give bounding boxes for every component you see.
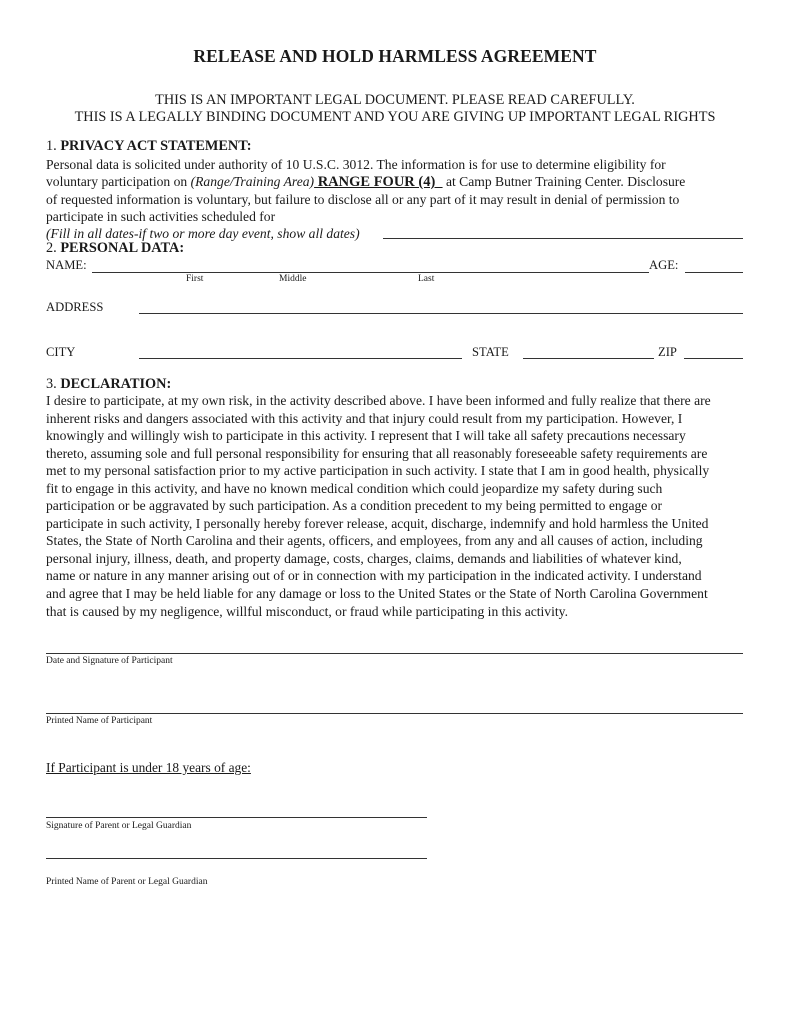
address-label: ADDRESS — [46, 300, 104, 314]
declaration-line: inherent risks and dangers associated with this activity and that injury could result from my participation. However, I — [46, 410, 683, 426]
guardian-printed-name-field[interactable] — [46, 858, 427, 859]
last-name-caption: Last — [418, 274, 435, 284]
subtitle-important: THIS IS AN IMPORTANT LEGAL DOCUMENT. PLEASE READ CAREFULLY. — [155, 92, 635, 108]
declaration-line: that is caused by my negligence, willful misconduct, or fraud while participating in this activity. — [46, 603, 568, 619]
personal-heading — [46, 240, 184, 258]
declaration-line: personal injury, illness, death, and property damage, costs, charges, claims, demands and liabilities of whatever kind, — [46, 550, 682, 566]
minor-heading: If Participant is under 18 years of age: — [46, 760, 251, 775]
participant-signature-label: Date and Signature of Participant — [46, 656, 173, 666]
personal-heading-text: PERSONAL DATA: — [60, 240, 185, 256]
range-field[interactable]: RANGE FOUR (4) — [314, 174, 443, 190]
declaration-line: knowingly and willingly wish to participate in this activity. I represent that I will take all safety precautions necessary — [46, 428, 686, 444]
declaration-line: participation or be aggravated by such participation. As a condition precedent to my being permitted to engage or — [46, 498, 663, 514]
privacy-line-2-pre: voluntary participation on — [46, 174, 191, 189]
age-field[interactable] — [685, 272, 743, 273]
declaration-line: fit to engage in this activity, and have no known medical condition which could jeopardize my safety during such — [46, 480, 663, 496]
declaration-line: and agree that I may be held liable for any damage or loss to the United States or the State of North Carolina Government — [46, 586, 708, 602]
declaration-line: I desire to participate, at my own risk, in the activity described above. I have been informed and fully realize that there are — [46, 393, 711, 408]
declaration-line: name or nature in any manner arising out of or in connection with my participation in the indicated activity. I understand — [46, 568, 702, 584]
dates-field[interactable] — [383, 238, 743, 239]
address-field[interactable] — [139, 313, 743, 314]
name-field[interactable] — [92, 272, 649, 273]
personal-number: 2. — [46, 240, 57, 256]
participant-printed-name-label: Printed Name of Participant — [46, 716, 153, 726]
declaration-line: participate in such activity, I personally hereby forever release, acquit, discharge, indemnify and hold harmless the United — [46, 515, 709, 531]
zip-field[interactable] — [684, 358, 743, 359]
privacy-line-3: of requested information is voluntary, but failure to disclose all or any part of it may result in denial of permission to — [46, 192, 680, 207]
range-area-label: (Range/Training Area) — [190, 174, 315, 189]
name-label: NAME: — [46, 258, 87, 272]
privacy-line-1: Personal data is solicited under authority of 10 U.S.C. 3012. The information is for use to determine eligibility for — [46, 157, 666, 172]
declaration-heading — [46, 376, 171, 394]
state-label: STATE — [472, 345, 509, 359]
privacy-heading — [46, 138, 252, 156]
privacy-line-4: participate in such activities scheduled for — [46, 209, 276, 224]
declaration-line: States, the State of North Carolina and their agents, officers, and employees, from any and all causes of action, including — [46, 533, 703, 549]
subtitle-binding: THIS IS A LEGALLY BINDING DOCUMENT AND YOU ARE GIVING UP IMPORTANT LEGAL RIGHTS — [74, 109, 716, 125]
city-label: CITY — [46, 345, 76, 359]
middle-name-caption: Middle — [279, 274, 307, 284]
participant-printed-name-field[interactable] — [46, 713, 743, 714]
declaration-number: 3. — [46, 376, 57, 392]
declaration-body — [46, 392, 746, 620]
privacy-line-2 — [46, 173, 685, 192]
document-title: RELEASE AND HOLD HARMLESS AGREEMENT — [193, 46, 597, 66]
declaration-line: met to my personal satisfaction prior to my active participation in such activity. I state that I am in good health, physically — [46, 463, 710, 479]
privacy-heading-text: PRIVACY ACT STATEMENT: — [60, 138, 252, 154]
first-name-caption: First — [186, 274, 204, 284]
participant-signature-field[interactable] — [46, 653, 743, 654]
guardian-printed-name-label: Printed Name of Parent or Legal Guardian — [46, 877, 208, 887]
privacy-line-2-post: at Camp Butner Training Center. Disclosure — [442, 174, 686, 189]
guardian-signature-field[interactable] — [46, 817, 427, 818]
declaration-line: thereto, assuming sole and full personal responsibility for ensuring that all reasonably foreseeable safety requirements are — [46, 445, 708, 461]
dates-instruction: (Fill in all dates-if two or more day event, show all dates) — [46, 226, 360, 241]
guardian-signature-label: Signature of Parent or Legal Guardian — [46, 821, 192, 831]
state-field[interactable] — [523, 358, 654, 359]
age-label: AGE: — [649, 258, 679, 272]
city-field[interactable] — [139, 358, 462, 359]
privacy-number: 1. — [46, 138, 57, 154]
declaration-heading-text: DECLARATION: — [60, 376, 172, 392]
zip-label: ZIP — [658, 345, 677, 359]
